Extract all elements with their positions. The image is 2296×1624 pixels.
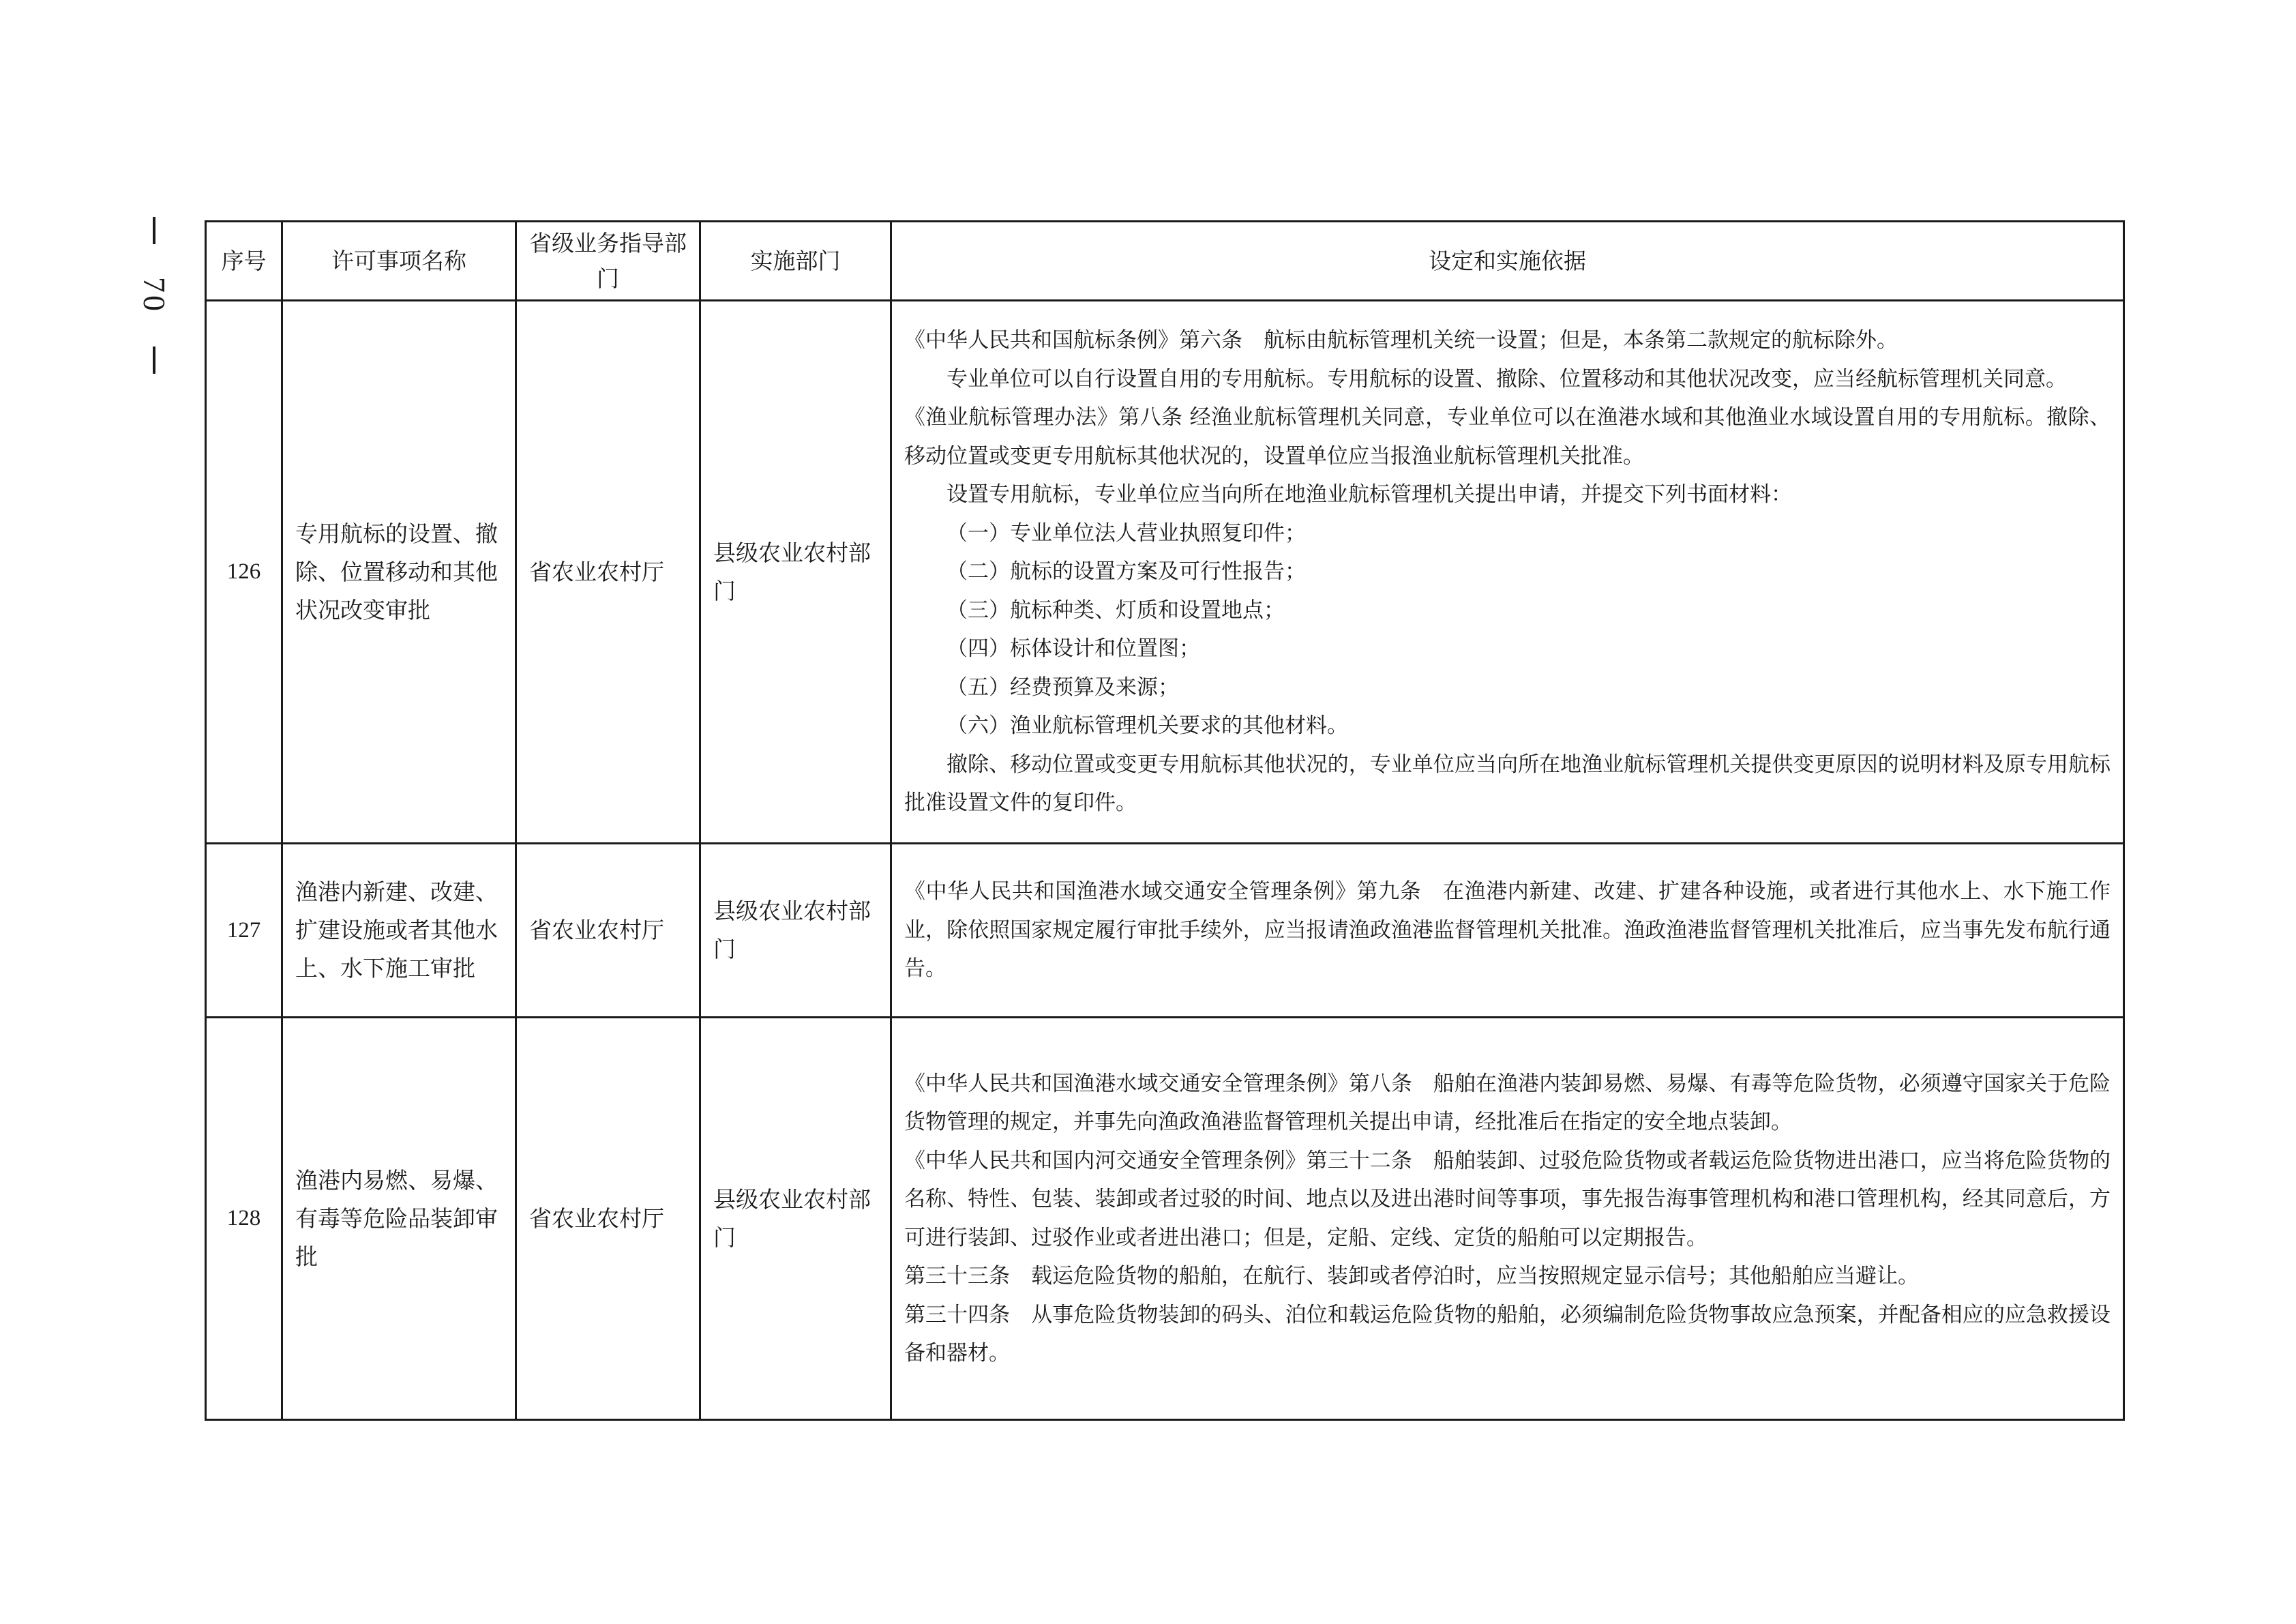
page-number-dash-top: [153, 217, 155, 244]
row-basis: [891, 301, 2124, 844]
header-province-dept: 省级业务指导部门: [516, 222, 700, 301]
basis-paragraph: （六）渔业航标管理机关要求的其他材料。: [946, 713, 1348, 739]
row-impl-dept: 县级农业农村部门: [700, 1018, 891, 1420]
basis-paragraph: （五）经费预算及来源；: [946, 675, 1179, 700]
basis-paragraph: 《中华人民共和国渔港水域交通安全管理条例》第八条 船舶在渔港内装卸易燃、易爆、有毒等危险货物，必须遵守国家关于危险货物管理的规定，并事先向渔政渔港监督管理机关提出申请，经批准后在指定的安全地点装卸。: [904, 1071, 2111, 1134]
basis-paragraph: 《中华人民共和国渔港水域交通安全管理条例》第九条 在渔港内新建、改建、扩建各种设施，或者进行其他水上、水下施工作业，除依照国家规定履行审批手续外，应当报请渔政渔港监督管理机关批准。渔政渔港监督管理机关批准后，应当事先发布航行通告。: [904, 879, 2111, 981]
basis-paragraph: （四）标体设计和位置图；: [946, 636, 1200, 662]
row-impl-dept: 县级农业农村部门: [700, 301, 891, 844]
row-impl-dept: 县级农业农村部门: [700, 844, 891, 1018]
header-name: 许可事项名称: [282, 222, 516, 301]
header-basis: 设定和实施依据: [891, 222, 2124, 301]
row-permit-name: 渔港内易燃、易爆、有毒等危险品装卸审批: [282, 1018, 516, 1420]
row-seq: 128: [206, 1018, 282, 1420]
row-permit-name: 渔港内新建、改建、扩建设施或者其他水上、水下施工审批: [282, 844, 516, 1018]
row-province-dept: 省农业农村厅: [516, 1018, 700, 1420]
basis-paragraph: 第三十三条 载运危险货物的船舶，在航行、装卸或者停泊时，应当按照规定显示信号；其他船舶应当避让。: [904, 1264, 1919, 1288]
basis-paragraph: 撤除、移动位置或变更专用航标其他状况的，专业单位应当向所在地渔业航标管理机关提供变更原因的说明材料及原专用航标批准设置文件的复印件。: [904, 752, 2111, 816]
header-impl-dept: 实施部门: [700, 222, 891, 301]
basis-paragraph: 《中华人民共和国航标条例》第六条 航标由航标管理机关统一设置；但是，本条第二款规定的航标除外。: [904, 328, 1898, 353]
basis-paragraph: 设置专用航标，专业单位应当向所在地渔业航标管理机关提出申请，并提交下列书面材料：: [946, 482, 1792, 507]
basis-paragraph: 《渔业航标管理办法》第八条 经渔业航标管理机关同意，专业单位可以在渔港水域和其他渔业水域设置自用的专用航标。撤除、移动位置或变更专用航标其他状况的，设置单位应当报渔业航标管理机关批准。: [904, 405, 2111, 469]
basis-paragraph: （二）航标的设置方案及可行性报告；: [946, 559, 1306, 585]
row-seq: 127: [206, 844, 282, 1018]
basis-paragraph: 第三十四条 从事危险货物装卸的码头、泊位和载运危险货物的船舶，必须编制危险货物事故应急预案，并配备相应的应急救援设备和器材。: [904, 1302, 2111, 1365]
table-row: [206, 301, 2124, 844]
row-province-dept: 省农业农村厅: [516, 844, 700, 1018]
basis-paragraph: （三）航标种类、灯质和设置地点；: [946, 597, 1285, 623]
page-number-text: 70: [137, 277, 172, 314]
table-row: [206, 844, 2124, 1018]
row-seq: 126: [206, 301, 282, 844]
basis-paragraph: 专业单位可以自行设置自用的专用航标。专用航标的设置、撤除、位置移动和其他状况改变，应当经航标管理机关同意。: [946, 366, 2067, 392]
header-seq: 序号: [206, 222, 282, 301]
row-basis: [891, 1018, 2124, 1420]
permit-table: [205, 220, 2125, 1421]
header-row: [206, 222, 2124, 301]
basis-paragraph: （一）专业单位法人营业执照复印件；: [946, 520, 1306, 546]
basis-paragraph: 《中华人民共和国内河交通安全管理条例》第三十二条 船舶装卸、过驳危险货物或者载运危险货物进出港口，应当将危险货物的名称、特性、包装、装卸或者过驳的时间、地点以及进出港时间等事项，事先报告海事管理机构和港口管理机构，经其同意后，方可进行装卸、过驳作业或者进出港口；但是，定船、定线、定货的船舶可以定期报告。: [904, 1148, 2111, 1250]
row-permit-name: 专用航标的设置、撤除、位置移动和其他状况改变审批: [282, 301, 516, 844]
row-basis: [891, 844, 2124, 1018]
page-number: [134, 217, 175, 374]
table-row: [206, 1018, 2124, 1420]
page-number-dash-bottom: [153, 346, 155, 374]
row-province-dept: 省农业农村厅: [516, 301, 700, 844]
